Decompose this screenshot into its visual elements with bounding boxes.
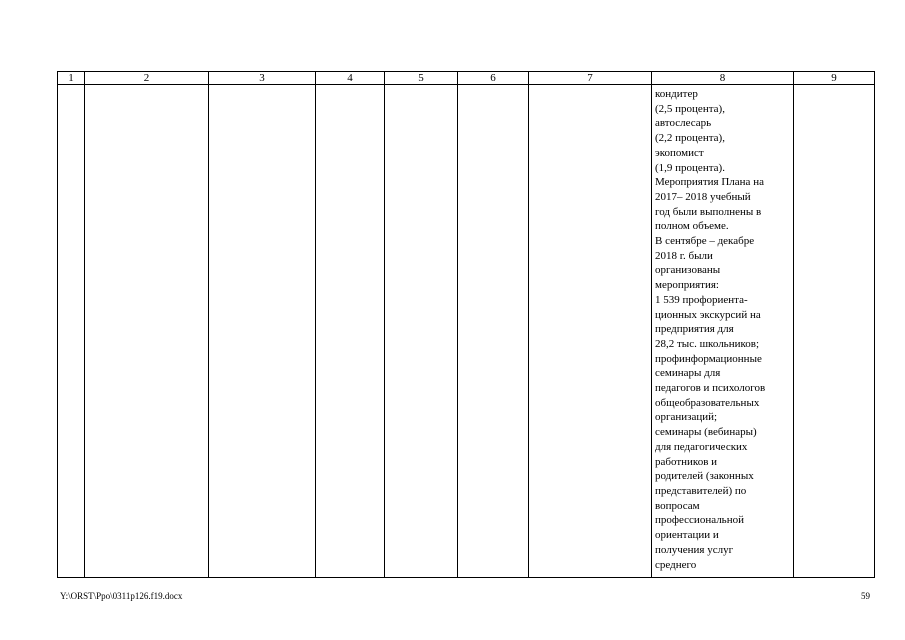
column-header-7: 7 [529, 72, 652, 85]
cell-text-line: автослесарь [655, 117, 712, 130]
cell-text-line: кондитер [655, 88, 698, 100]
cell-text-line: профинформационные [655, 352, 762, 365]
cell-text-line: семинары (вебинары) [655, 426, 757, 439]
cell-text-line: полном объеме. [655, 220, 729, 233]
cell-text-line: экопомист [655, 146, 704, 159]
cell-text-line: получения услуг [655, 543, 734, 556]
footer-file-path: Y:\ORST\Ppo\0311p126.f19.docx [60, 591, 183, 601]
cell-text-line: педагогов и психологов [655, 382, 766, 395]
table-cell-col6 [458, 85, 529, 578]
report-table [57, 71, 875, 578]
table-cell-col8 [652, 85, 794, 578]
table-cell-col2 [85, 85, 209, 578]
column-header-3: 3 [209, 72, 316, 85]
cell-text-line: ционных экскурсий на [655, 308, 761, 321]
footer-page-number: 59 [861, 591, 870, 601]
column-header-9: 9 [794, 72, 875, 85]
cell-text-line: (2,2 процента), [655, 132, 725, 145]
table-cell-col1 [58, 85, 85, 578]
table-cell-col8-text [652, 85, 793, 572]
cell-text-line: (2,5 процента), [655, 102, 725, 115]
column-header-5: 5 [385, 72, 458, 85]
cell-text-line: организаций; [655, 411, 718, 424]
cell-text-line: 2017– 2018 учебный [655, 190, 751, 203]
cell-text-line: вопросам [655, 499, 700, 512]
cell-text-line: семинары для [655, 367, 721, 380]
cell-text-line: профессиональной [655, 514, 744, 527]
cell-text-line: (1,9 процента). [655, 161, 725, 174]
column-header-1: 1 [58, 72, 85, 85]
cell-text-line: мероприятия: [655, 279, 719, 292]
cell-text-line: предприятия для [655, 323, 734, 336]
column-header-2: 2 [85, 72, 209, 85]
table-cell-col9 [794, 85, 875, 578]
table-row [58, 85, 875, 578]
cell-text-line: организованы [655, 264, 721, 277]
cell-text-line: Мероприятия Плана на [655, 176, 764, 189]
table-cell-col5 [385, 85, 458, 578]
cell-text-line: 2018 г. были [655, 249, 713, 262]
cell-text-line: 1 539 профориента- [655, 293, 748, 306]
column-header-8: 8 [652, 72, 794, 85]
cell-text-line: В сентябре – декабре [655, 235, 755, 248]
cell-text-line: работников и [655, 455, 718, 468]
cell-text-line: 28,2 тыс. школьников; [655, 337, 760, 350]
column-header-4: 4 [316, 72, 385, 85]
cell-text-line: для педагогических [655, 440, 748, 453]
cell-text-line: представителей) по [655, 484, 747, 497]
cell-text-line: среднего [655, 558, 697, 571]
cell-text-line: год были выполнены в [655, 205, 762, 218]
table-cell-col7 [529, 85, 652, 578]
cell-text-line: ориентации и [655, 529, 719, 542]
cell-text-line: общеобразовательных [655, 396, 760, 409]
table-cell-col4 [316, 85, 385, 578]
table-header-row [58, 72, 875, 85]
cell-text-line: родителей (законных [655, 470, 754, 483]
column-header-6: 6 [458, 72, 529, 85]
table-cell-col3 [209, 85, 316, 578]
